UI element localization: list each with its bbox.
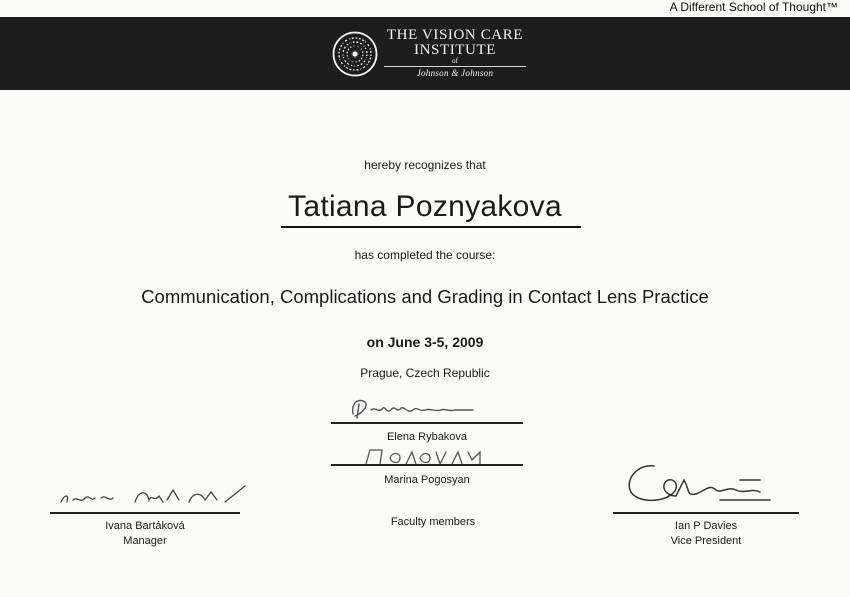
manager-name: Ivana Bartáková bbox=[105, 520, 185, 532]
recognizes-text: hereby recognizes that bbox=[364, 158, 486, 172]
institute-logo-text bbox=[384, 28, 526, 79]
recipient-name: Tatiana Poznyakova bbox=[288, 190, 562, 223]
faculty-signature-line-2 bbox=[331, 464, 523, 466]
faculty-member-name-1: Elena Rybakova bbox=[386, 431, 468, 443]
course-title: Communication, Complications and Grading in Contact Lens Practice bbox=[141, 286, 709, 307]
logo-title-line1: THE VISION CARE bbox=[386, 27, 524, 43]
faculty-signature-line-1 bbox=[331, 422, 523, 424]
logo-title-line2: INSTITUTE bbox=[413, 42, 497, 58]
faculty-members-label: Faculty members bbox=[390, 516, 476, 528]
vision-care-logo-icon bbox=[332, 31, 378, 77]
manager-title: Manager bbox=[123, 535, 167, 547]
course-location: Prague, Czech Republic bbox=[360, 366, 490, 380]
faculty-signature-1 bbox=[345, 396, 485, 422]
vice-president-name: Ian P Davies bbox=[674, 520, 738, 532]
logo-divider bbox=[384, 66, 526, 67]
course-date: on June 3-5, 2009 bbox=[366, 334, 484, 350]
vice-president-signature bbox=[620, 460, 785, 512]
tagline: A Different School of Thought™ bbox=[669, 0, 838, 14]
faculty-member-name-2: Marina Pogosyan bbox=[384, 474, 470, 486]
vice-president-title: Vice President bbox=[670, 535, 742, 547]
manager-signature bbox=[55, 480, 260, 510]
logo-of: of bbox=[452, 57, 458, 65]
completed-text: has completed the course: bbox=[354, 248, 496, 262]
manager-signature-line bbox=[50, 512, 240, 514]
header-banner bbox=[0, 17, 850, 90]
logo-brand: Johnson & Johnson bbox=[416, 68, 494, 78]
recipient-underline bbox=[281, 226, 581, 228]
vice-president-signature-line bbox=[613, 512, 799, 514]
